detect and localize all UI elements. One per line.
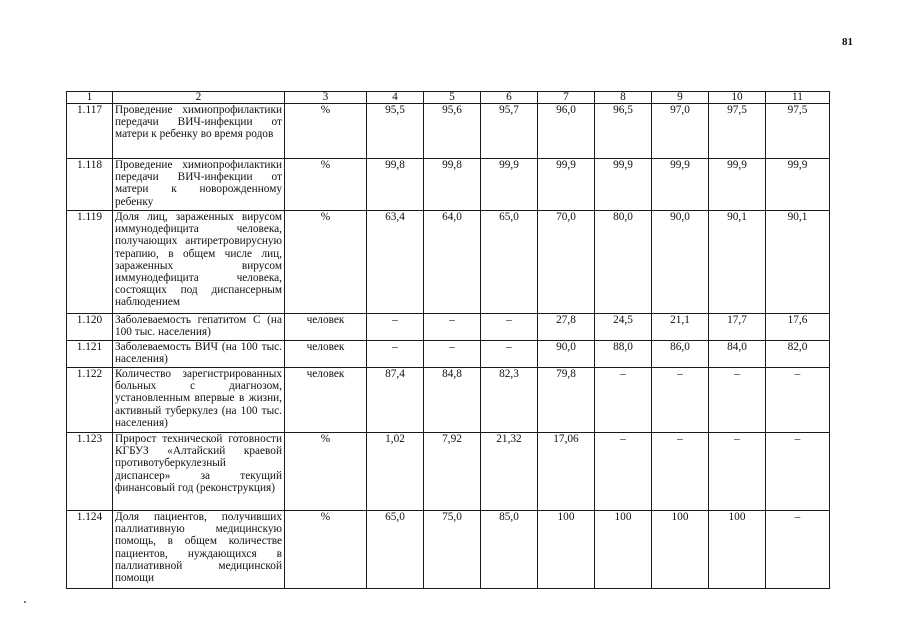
value-cell: 1,02 [367,433,424,511]
table-row [67,511,830,589]
table-body [67,104,830,589]
value-cell: 99,9 [595,159,652,211]
value-cell: 21,32 [481,433,538,511]
indicator-name: Проведение химиопрофилактики передачи ВИЧ-инфекции от матери к ребенку во время родов [113,104,285,159]
value-cell: 99,9 [709,159,766,211]
value-cell: 87,4 [367,368,424,433]
value-cell: – [766,433,830,511]
value-cell: 17,7 [709,314,766,341]
value-cell: 100 [709,511,766,589]
value-cell: 97,0 [652,104,709,159]
data-table [66,91,830,589]
value-cell: 63,4 [367,211,424,314]
value-cell: 65,0 [367,511,424,589]
value-cell: 82,3 [481,368,538,433]
value-cell: 90,0 [652,211,709,314]
row-number: 1.118 [67,159,113,211]
value-cell: – [595,433,652,511]
table-row [67,211,830,314]
value-cell: 84,0 [709,341,766,368]
indicator-name: Доля пациентов, получивших паллиативную медицинскую помощь, в общем количестве пациентов, нуждающихся в паллиативной медицинской помощи [113,511,285,589]
value-cell: 99,9 [538,159,595,211]
value-cell: 99,8 [367,159,424,211]
value-cell: 17,06 [538,433,595,511]
value-cell: 99,9 [766,159,830,211]
value-cell: 96,5 [595,104,652,159]
row-number: 1.121 [67,341,113,368]
table-row [67,159,830,211]
value-cell: – [709,433,766,511]
column-header-7: 7 [538,92,595,104]
value-cell: – [652,368,709,433]
value-cell: – [481,314,538,341]
value-cell: – [709,368,766,433]
value-cell: – [424,341,481,368]
value-cell: 84,8 [424,368,481,433]
value-cell: 99,9 [652,159,709,211]
indicator-name: Заболеваемость ВИЧ (на 100 тыс. населения) [113,341,285,368]
indicator-name: Заболеваемость гепатитом С (на 100 тыс. населения) [113,314,285,341]
value-cell: 24,5 [595,314,652,341]
column-header-4: 4 [367,92,424,104]
value-cell: 7,92 [424,433,481,511]
column-header-1: 1 [67,92,113,104]
value-cell: 100 [595,511,652,589]
value-cell: 80,0 [595,211,652,314]
value-cell: 95,5 [367,104,424,159]
value-cell: 79,8 [538,368,595,433]
value-cell: 95,6 [424,104,481,159]
value-cell: 90,1 [709,211,766,314]
column-header-8: 8 [595,92,652,104]
scan-speck [24,601,26,603]
row-number: 1.120 [67,314,113,341]
value-cell: 99,9 [481,159,538,211]
value-cell: – [595,368,652,433]
value-cell: 100 [652,511,709,589]
table-row [67,341,830,368]
indicator-name: Прирост технической готовности КГБУЗ «Алтайский краевой противотуберкулезный диспансер» за текущий финансовый год (реконструкция) [113,433,285,511]
page-number: 81 [842,36,853,48]
unit-cell: % [285,104,367,159]
value-cell: 17,6 [766,314,830,341]
value-cell: 85,0 [481,511,538,589]
value-cell: 95,7 [481,104,538,159]
value-cell: – [766,368,830,433]
unit-cell: человек [285,368,367,433]
table-row [67,104,830,159]
value-cell: 96,0 [538,104,595,159]
value-cell: 82,0 [766,341,830,368]
value-cell: 97,5 [766,104,830,159]
value-cell: 86,0 [652,341,709,368]
value-cell: 90,0 [538,341,595,368]
value-cell: 64,0 [424,211,481,314]
unit-cell: % [285,511,367,589]
header-row [67,92,830,104]
value-cell: – [367,341,424,368]
value-cell: 90,1 [766,211,830,314]
unit-cell: % [285,159,367,211]
column-header-3: 3 [285,92,367,104]
unit-cell: человек [285,341,367,368]
column-header-9: 9 [652,92,709,104]
value-cell: 21,1 [652,314,709,341]
indicator-name: Проведение химиопрофилактики передачи ВИЧ-инфекции от матери к новорожденному ребенку [113,159,285,211]
indicator-name: Количество зарегистрированных больных с диагнозом, установленным впервые в жизни, активный туберкулез (на 100 тыс. населения) [113,368,285,433]
value-cell: 75,0 [424,511,481,589]
value-cell: 27,8 [538,314,595,341]
value-cell: – [766,511,830,589]
unit-cell: человек [285,314,367,341]
row-number: 1.119 [67,211,113,314]
column-header-5: 5 [424,92,481,104]
value-cell: 88,0 [595,341,652,368]
column-header-2: 2 [113,92,285,104]
column-header-10: 10 [709,92,766,104]
row-number: 1.124 [67,511,113,589]
unit-cell: % [285,211,367,314]
row-number: 1.117 [67,104,113,159]
column-header-11: 11 [766,92,830,104]
value-cell: 70,0 [538,211,595,314]
value-cell: 99,8 [424,159,481,211]
table-row [67,433,830,511]
table-row [67,368,830,433]
column-header-6: 6 [481,92,538,104]
row-number: 1.122 [67,368,113,433]
unit-cell: % [285,433,367,511]
value-cell: – [424,314,481,341]
value-cell: – [481,341,538,368]
value-cell: – [367,314,424,341]
row-number: 1.123 [67,433,113,511]
value-cell: 97,5 [709,104,766,159]
value-cell: – [652,433,709,511]
table-row [67,314,830,341]
value-cell: 65,0 [481,211,538,314]
indicator-name: Доля лиц, зараженных вирусом иммунодефицита человека, получающих антиретровирусную терапию, в общем числе лиц, зараженных вирусом иммунодефицита человека, состоящих под диспансерным наблюдением [113,211,285,314]
value-cell: 100 [538,511,595,589]
